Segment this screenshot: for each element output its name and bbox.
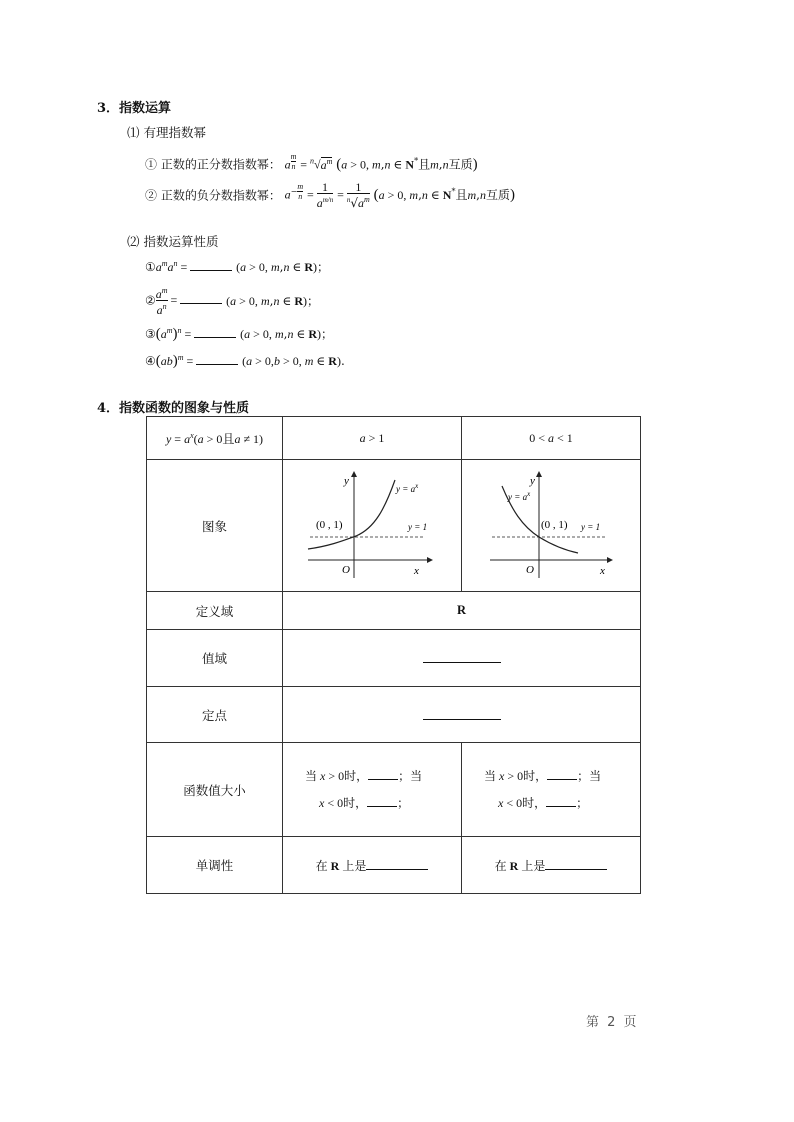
item1-label: ① 正数的正分数指数幂： (145, 157, 281, 172)
header-a-between-0-1: 0 < a < 1 (462, 417, 641, 460)
x-label-1: x (414, 565, 419, 577)
semi-1: ； (398, 768, 411, 783)
when-3: 当 (484, 768, 497, 783)
rule-2-num: ② (145, 293, 156, 308)
coprime-text-2: 互质 (485, 188, 510, 202)
time-1: 时， (344, 768, 369, 783)
header-a-greater-1: a > 1 (283, 417, 462, 460)
cond-text-1: 且 (418, 157, 431, 172)
range-blank[interactable] (423, 650, 501, 663)
value-compare-decreasing: 当 x > 0时， ；当 x < 0时， ； (462, 743, 641, 837)
header-function-def: $y = a^x(a > 0$且a ≠ 1) (147, 417, 283, 460)
row-label-graph: 图象 (147, 460, 283, 592)
when-4: 当 (589, 768, 602, 783)
fixed-point-blank[interactable] (423, 707, 501, 720)
semi-3: ； (577, 768, 590, 783)
section4-title: 4．指数函数的图象与性质 (97, 401, 250, 416)
fixed-point-cell (283, 687, 641, 743)
rule-3: $③(a^m)^n = (a > 0$, m,n ∈ R)； (145, 326, 334, 342)
section3-title: 3．指数运算 (97, 101, 172, 116)
row-label-monotonicity: 单调性 (147, 837, 283, 894)
mono-R-2: R (509, 858, 519, 873)
item2-label: ② 正数的负分数指数幂： (145, 188, 281, 203)
row-label-fixed-point: 定点 (147, 687, 283, 743)
blank-dec-pos[interactable] (547, 767, 577, 780)
table-row-domain (147, 592, 641, 630)
rule-3-blank[interactable] (194, 325, 236, 338)
time-4: 时， (522, 795, 547, 810)
page-number: 第 2 页 (586, 1015, 639, 1030)
mono-prefix-2: 在 (494, 858, 507, 873)
rule-3-num: ③ (145, 327, 156, 341)
table-row-monotonicity (147, 837, 641, 894)
blank-inc-pos[interactable] (368, 767, 398, 780)
mono-R-1: R (330, 858, 340, 873)
domain-value: R (283, 592, 641, 630)
semi-2: ； (397, 795, 410, 810)
mono-suffix-1: 上是 (342, 858, 367, 873)
origin-2: O (526, 564, 534, 576)
mono-prefix-1: 在 (315, 858, 328, 873)
row-label-value-compare: 函数值大小 (147, 743, 283, 837)
subheading-rational-powers: ⑴ 有理指数幂 (127, 125, 206, 140)
y-label-1: y (344, 475, 349, 487)
rule-2: ② $\frac{a^m}{a^n}$ = (a > 0, m,n ∈ R)； (145, 286, 320, 317)
rule-1: $①a^ma^n = (a > 0$, m,n ∈ R)； (145, 259, 330, 274)
time-3: 时， (523, 768, 548, 783)
row-label-domain: 定义域 (147, 592, 283, 630)
rule-1-num: ① (145, 260, 156, 274)
table-row-value-compare (147, 743, 641, 837)
y-label-2: y (530, 475, 535, 487)
mono-suffix-2: 上是 (521, 858, 546, 873)
cond-text-2: 且 (455, 188, 468, 202)
table-row-range (147, 630, 641, 687)
origin-1: O (342, 564, 350, 576)
curve-label-1: $y = a^x$ (396, 482, 419, 494)
formula-positive-fraction-power: ① 正数的正分数指数幂： a $^{\frac{m}{n}}$ = $^n√a^m$ (a > 0, m,n ∈ N*且m,n互质) (145, 152, 478, 173)
subheading-exponent-rules: ⑵ 指数运算性质 (127, 234, 219, 249)
mono-blank-1[interactable] (366, 857, 428, 870)
curve-increasing (308, 480, 395, 549)
monotonicity-increasing (283, 837, 462, 894)
monotonicity-decreasing (462, 837, 641, 894)
rule-1-blank[interactable] (190, 258, 232, 271)
y1-label-2: y = 1 (581, 522, 601, 532)
point-label-2: (0 , 1) (541, 519, 568, 531)
mono-blank-2[interactable] (545, 857, 607, 870)
time-2: 时， (343, 795, 368, 810)
rule-4: ④(ab)$^m$ = (a > 0,b > 0, m ∈ R). (145, 353, 345, 369)
graph-decreasing (486, 466, 626, 582)
when-2: 当 (410, 768, 423, 783)
value-compare-increasing: 当 x > 0时， ；当 x < 0时， ； (283, 743, 462, 837)
formula-negative-fraction-power: ② 正数的负分数指数幂： $a^{- \frac{m}{n}}$ = $\frac{1}{a^{m/n}}$ = $\frac{1}{^n√a^m}$ (a > 0, m,n ∈ N*且m,n互质) (145, 180, 515, 210)
rule-4-blank[interactable] (196, 352, 238, 365)
graph-increasing (300, 466, 440, 582)
y1-label-1: y = 1 (408, 522, 428, 532)
table-header-row (147, 417, 641, 460)
blank-inc-neg[interactable] (367, 794, 397, 807)
header-and-text: 且 (222, 431, 235, 446)
blank-dec-neg[interactable] (546, 794, 576, 807)
coprime-text-1: 互质 (448, 157, 473, 172)
table-row-fixed-point (147, 687, 641, 743)
range-cell (283, 630, 641, 687)
x-label-2: x (600, 565, 605, 577)
rule-2-blank[interactable] (180, 291, 222, 304)
row-label-range: 值域 (147, 630, 283, 687)
rule-4-num: ④ (145, 354, 156, 368)
semi-4: ； (576, 795, 589, 810)
when-1: 当 (305, 768, 318, 783)
point-label-1: (0 , 1) (316, 519, 343, 531)
curve-label-2: $y = a^x$ (508, 490, 531, 502)
